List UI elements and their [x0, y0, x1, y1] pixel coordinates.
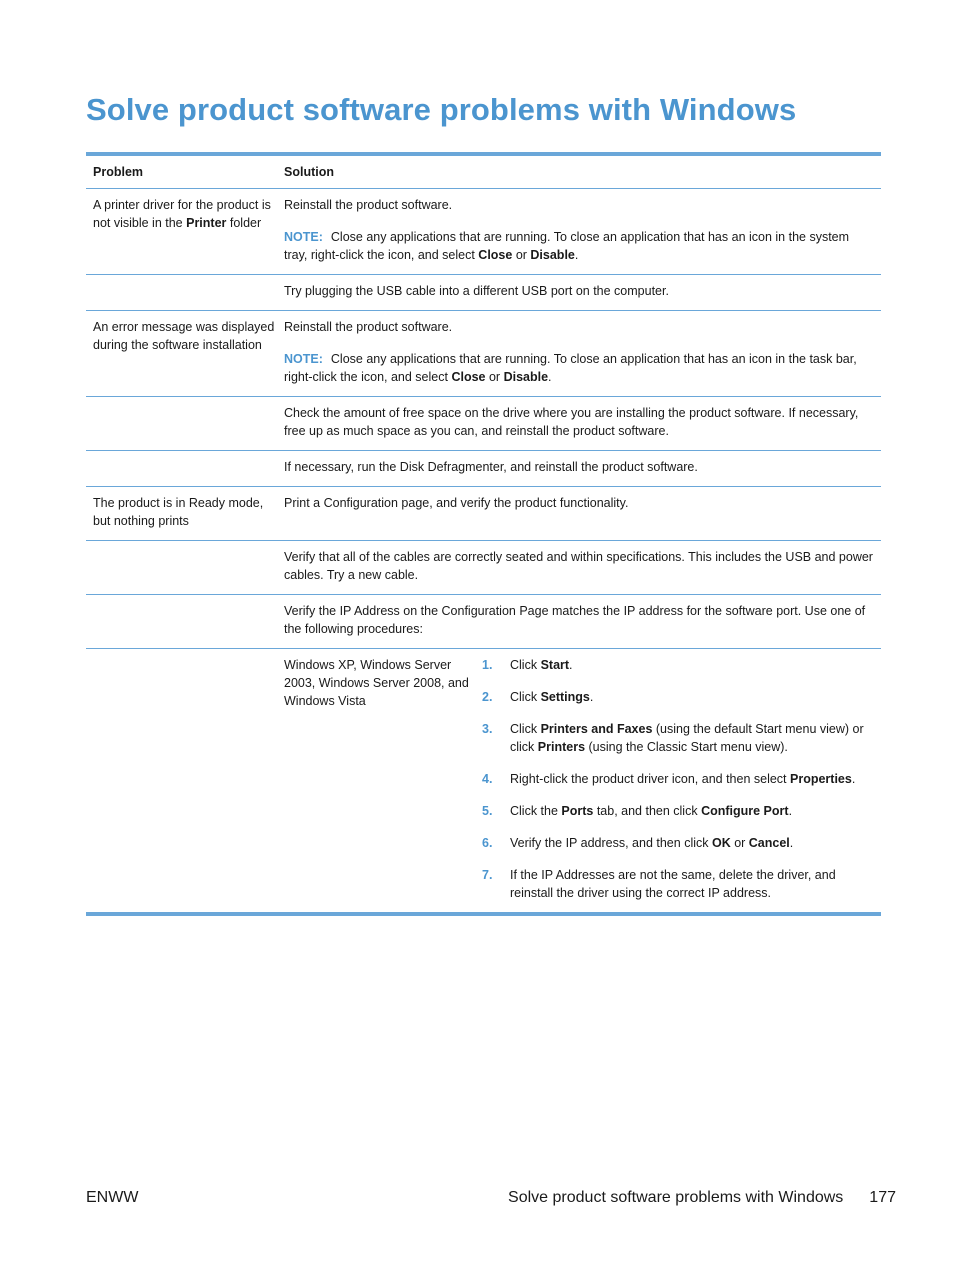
- table-row: [86, 595, 881, 649]
- note-label: NOTE:: [284, 230, 323, 244]
- procedure-cell: [284, 656, 881, 902]
- solution-cell: [284, 458, 881, 476]
- step-number: 4.: [482, 772, 493, 786]
- solution-cell: [284, 404, 881, 440]
- solution-text: Check the amount of free space on the drive where you are installing the product software. If necessary, free up as much space as you can, and reinstall the product software.: [284, 406, 859, 438]
- solution-cell: [284, 548, 881, 584]
- problem-cell: [86, 656, 284, 902]
- solution-cell: [284, 494, 881, 530]
- note: NOTE: Close any applications that are running. To close an application that has an icon in the system tray, right-click the icon, and select Close or Disable.: [284, 230, 850, 262]
- step-text: Click Settings.: [510, 690, 594, 704]
- header-problem: Problem: [93, 165, 144, 179]
- list-item: [482, 834, 873, 852]
- problem-cell: [86, 282, 284, 300]
- problem-cell: [86, 404, 284, 440]
- step-text: If the IP Addresses are not the same, delete the driver, and reinstall the driver using the correct IP address.: [510, 868, 836, 900]
- problem-cell: [86, 548, 284, 584]
- page-footer: [86, 1189, 896, 1207]
- footer-right: [508, 1189, 896, 1207]
- table-row: [86, 275, 881, 311]
- list-item: [482, 720, 873, 756]
- solution-text: Verify that all of the cables are correctly seated and within specifications. This includes the USB and power cables. Try a new cable.: [284, 550, 873, 582]
- solution-cell: [284, 282, 881, 300]
- solution-text: Reinstall the product software.: [284, 198, 453, 212]
- page-number: 177: [869, 1189, 896, 1206]
- step-number: 1.: [482, 658, 493, 672]
- solution-cell: [284, 196, 881, 264]
- solution-text: Print a Configuration page, and verify the product functionality.: [284, 496, 629, 510]
- solution-text: If necessary, run the Disk Defragmenter, and reinstall the product software.: [284, 460, 698, 474]
- step-text: Click the Ports tab, and then click Configure Port.: [510, 804, 793, 818]
- footer-doc-code: ENWW: [86, 1189, 139, 1206]
- list-item: [482, 866, 873, 902]
- step-text: Click Printers and Faxes (using the default Start menu view) or click Printers (using the Classic Start menu view).: [510, 722, 864, 754]
- table-row: [86, 451, 881, 487]
- step-number: 7.: [482, 868, 493, 882]
- problem-cell: The product is in Ready mode, but nothing prints: [93, 496, 264, 528]
- problem-cell: [86, 458, 284, 476]
- list-item: [482, 802, 873, 820]
- solution-cell: [284, 602, 881, 638]
- solution-text: Verify the IP Address on the Configuration Page matches the IP address for the software port. Use one of the following procedures:: [284, 604, 866, 636]
- problem-cell: A printer driver for the product is not visible in the Printer folder: [93, 198, 271, 230]
- table-row: [86, 487, 881, 541]
- step-number: 2.: [482, 690, 493, 704]
- table-row: [86, 397, 881, 451]
- solution-text: Reinstall the product software.: [284, 320, 453, 334]
- table-row: [86, 189, 881, 275]
- list-item: [482, 656, 873, 674]
- step-text: Verify the IP address, and then click OK or Cancel.: [510, 836, 794, 850]
- note: NOTE: Close any applications that are running. To close an application that has an icon in the task bar, right-click the icon, and select Close or Disable.: [284, 352, 857, 384]
- step-text: Click Start.: [510, 658, 573, 672]
- os-versions: Windows XP, Windows Server 2003, Windows Server 2008, and Windows Vista: [284, 658, 469, 708]
- footer-section-title: Solve product software problems with Windows: [508, 1189, 844, 1206]
- note-label: NOTE:: [284, 352, 323, 366]
- table-row: [86, 541, 881, 595]
- solution-cell: [284, 318, 881, 386]
- problem-cell: [86, 602, 284, 638]
- list-item: [482, 770, 873, 788]
- step-number: 6.: [482, 836, 493, 850]
- procedure-row: [86, 649, 881, 912]
- procedure-steps: [482, 656, 873, 902]
- troubleshooting-table: [86, 152, 881, 916]
- header-solution: Solution: [284, 165, 334, 179]
- step-number: 5.: [482, 804, 493, 818]
- list-item: [482, 688, 873, 706]
- step-text: Right-click the product driver icon, and then select Properties.: [510, 772, 856, 786]
- table-header-row: [86, 156, 881, 189]
- page-title: Solve product software problems with Windows: [86, 92, 797, 127]
- problem-cell: An error message was displayed during the software installation: [93, 320, 275, 352]
- solution-text: Try plugging the USB cable into a different USB port on the computer.: [284, 284, 669, 298]
- table-row: [86, 311, 881, 397]
- step-number: 3.: [482, 722, 493, 736]
